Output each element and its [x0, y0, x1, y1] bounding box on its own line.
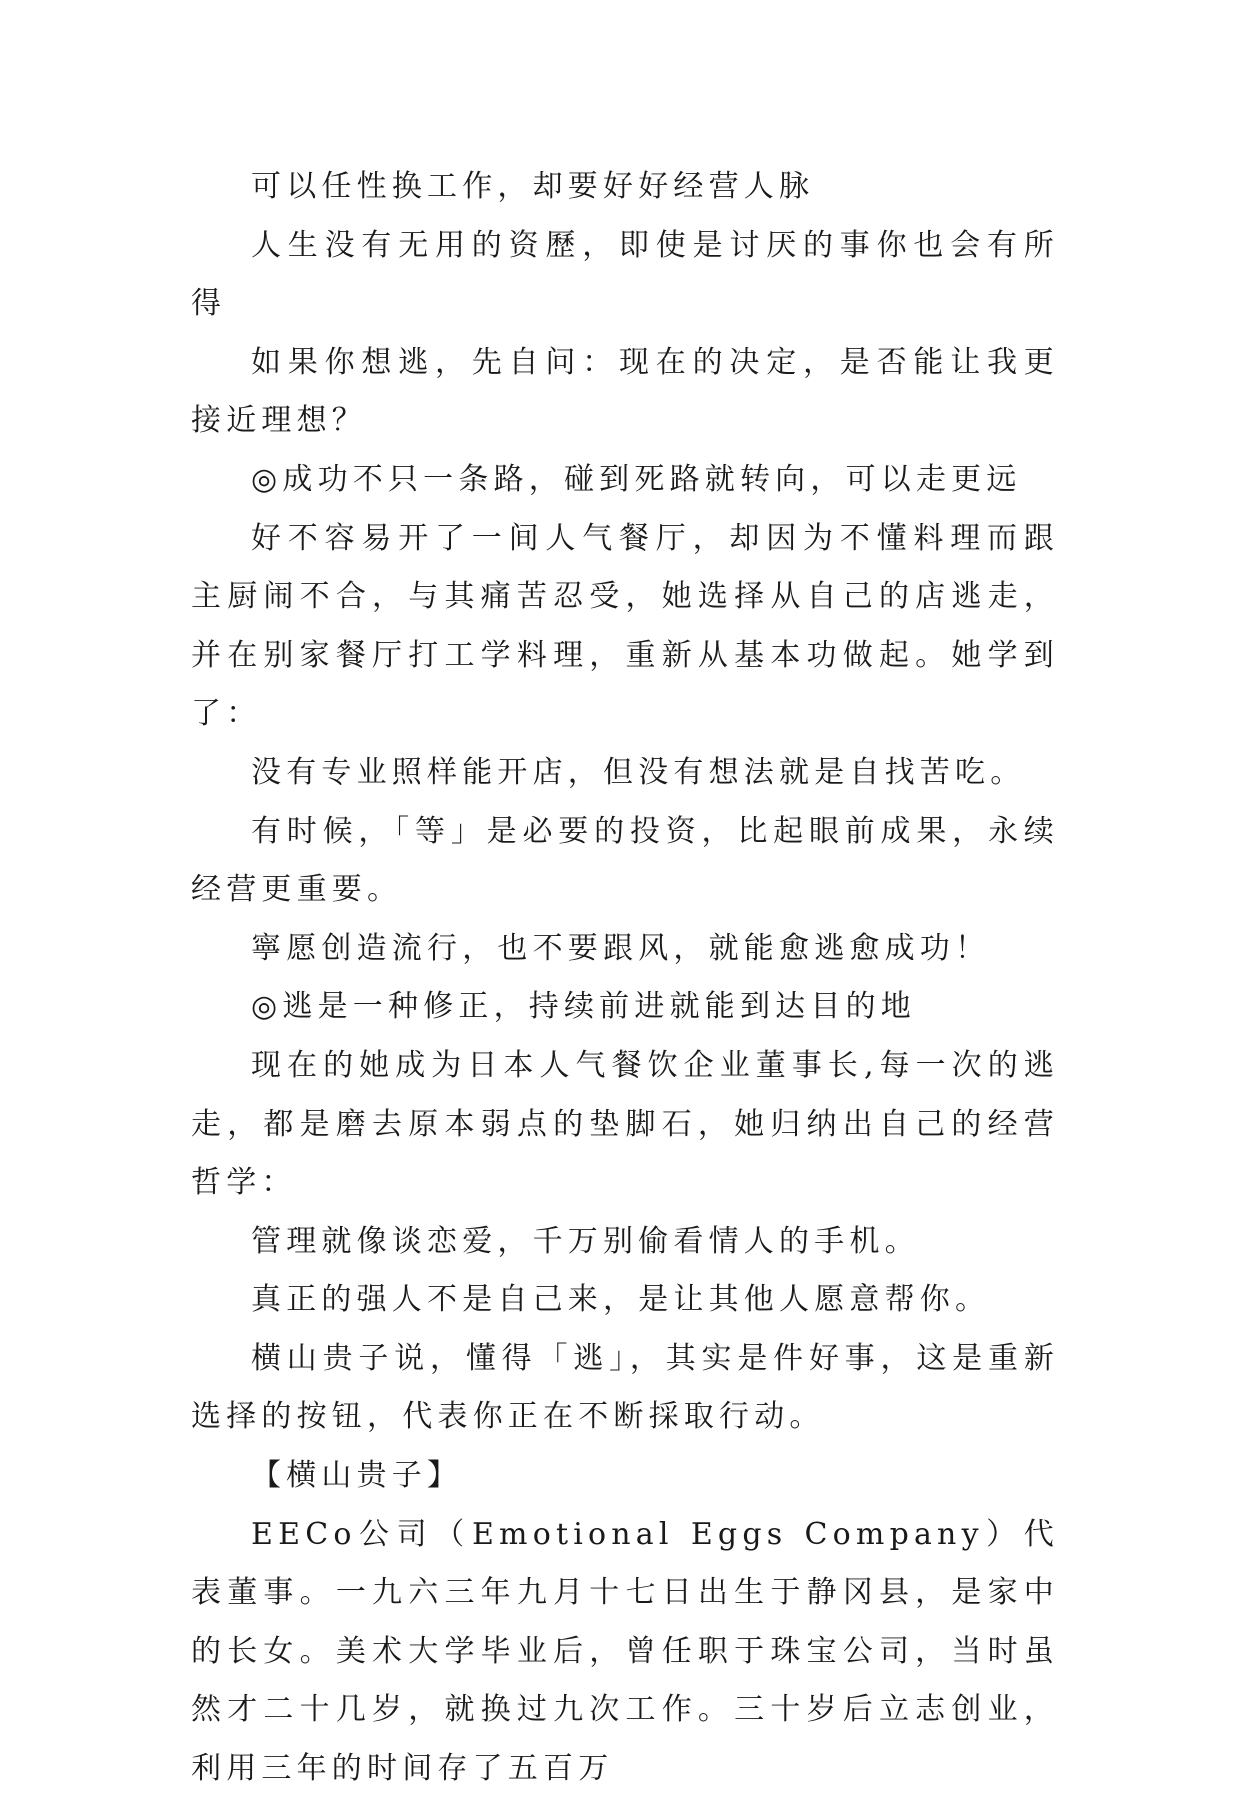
paragraph: 好不容易开了一间人气餐厅，却因为不懂料理而跟主厨闹不合，与其痛苦忍受，她选择从自己的店逃走，并在别家餐厅打工学料理，重新从基本功做起。她学到了： — [191, 520, 1059, 732]
paragraph: 现在的她成为日本人气餐饮企业董事长,每一次的逃走，都是磨去原本弱点的垫脚石，她归纳出自己的经营哲学： — [191, 1047, 1059, 1201]
paragraph: 寧愿创造流行，也不要跟风，就能愈逃愈成功！ — [251, 930, 991, 966]
paragraph: 人生没有无用的资歷，即使是讨厌的事你也会有所得 — [191, 227, 1059, 322]
body-text — [191, 158, 1059, 1799]
paragraph: 真正的强人不是自己来，是让其他人愿意帮你。 — [251, 1282, 991, 1318]
section-heading: ◎逃是一种修正，持续前进就能到达目的地 — [251, 989, 916, 1025]
paragraph: EECo公司（Emotional Eggs Company）代表董事。一九六三年九月十七日出生于静冈县，是家中的长女。美术大学毕业后，曾任职于珠宝公司，当时虽然才二十几岁，就换过九次工作。三十岁后立志创业，利用三年的时间存了五百万 — [191, 1516, 1059, 1787]
paragraph: 管理就像谈恋爱，千万别偷看情人的手机。 — [251, 1223, 920, 1259]
paragraph: 如果你想逃，先自问：现在的决定，是否能让我更接近理想？ — [191, 344, 1059, 439]
section-heading: ◎成功不只一条路，碰到死路就转向，可以走更远 — [251, 461, 1022, 497]
paragraph: 没有专业照样能开店，但没有想法就是自找苦吃。 — [251, 754, 1026, 790]
paragraph: 可以任性换工作，却要好好经营人脉 — [251, 169, 815, 204]
paragraph: 横山贵子说，懂得「逃」，其实是件好事，这是重新选择的按钮，代表你正在不断採取行动。 — [191, 1340, 1059, 1435]
paragraph: 有时候，「等」是必要的投资，比起眼前成果，永续经营更重要。 — [191, 813, 1059, 908]
profile-heading: 【横山贵子】 — [251, 1458, 463, 1494]
